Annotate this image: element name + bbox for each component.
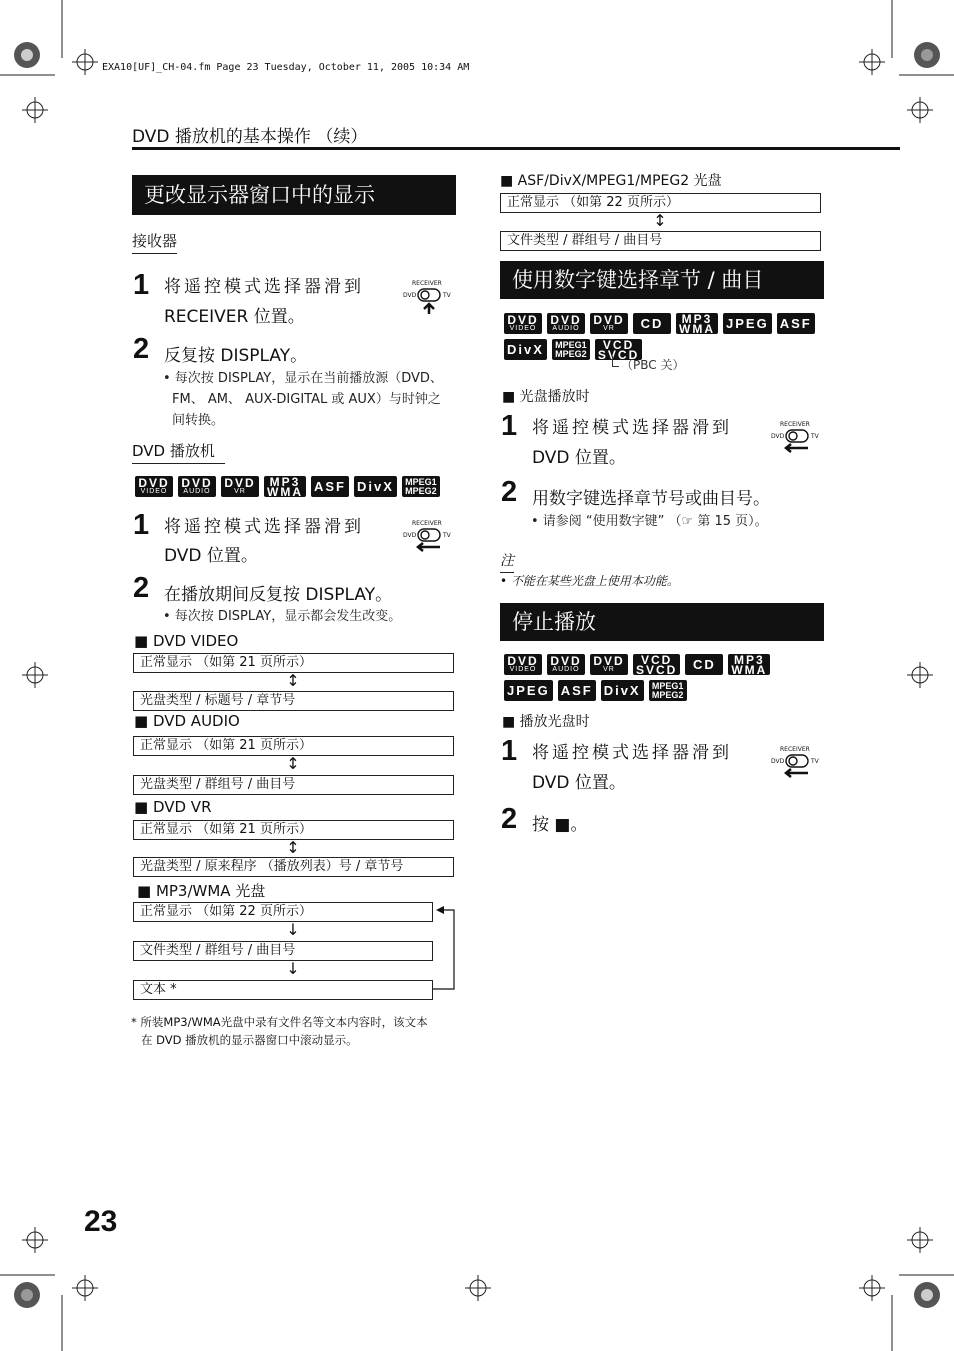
updown-arrow-icon: ↕ bbox=[286, 671, 300, 690]
disc-badge-dvd-vr bbox=[590, 654, 628, 675]
disc-badge-dvd-vr bbox=[221, 476, 259, 497]
disc-badge-dvd-audio bbox=[547, 313, 585, 334]
mode-switch-icon: RECEIVER DVD TV bbox=[768, 421, 828, 457]
disc-badge-label: MPEG1 bbox=[555, 339, 587, 350]
disc-badge-label: CD bbox=[640, 315, 664, 331]
disc-badge-label: VCD bbox=[602, 337, 635, 352]
disc-badge-sublabel: VIDEO bbox=[509, 665, 537, 673]
disc-badge-sublabel: VR bbox=[603, 665, 615, 673]
disc-badge-sublabel: MPEG2 bbox=[651, 689, 684, 700]
down-arrow-icon: ↓ bbox=[286, 959, 300, 978]
disc-badge-dvd-video bbox=[504, 313, 542, 334]
disc-badge-mpeg1-mpeg2 bbox=[402, 476, 440, 497]
chapter-step-1-line2: DVD 位置。 bbox=[532, 448, 626, 468]
disc-badge-label: MP3 bbox=[681, 311, 713, 326]
disc-badge-mpeg1-mpeg2 bbox=[552, 339, 590, 360]
disc-badge-label: DVD bbox=[507, 312, 539, 327]
disc-badge-sublabel: SVCD bbox=[597, 347, 640, 362]
stop-step-1-num: 1 bbox=[501, 735, 518, 767]
dvd-disc-badges bbox=[135, 476, 455, 497]
group-dvd-video-info: 光盘类型 / 标题号 / 章节号 bbox=[133, 691, 454, 711]
group-dvd-vr-title: ■ DVD VR bbox=[134, 798, 212, 816]
asf-info: 文件类型 / 群组号 / 曲目号 bbox=[500, 231, 821, 251]
disc-badge-sublabel: VR bbox=[234, 487, 246, 495]
disc-badge-dvd-vr bbox=[590, 313, 628, 334]
dvd-step-1-line2: DVD 位置。 bbox=[164, 546, 258, 566]
disc-badge-vcd-svcd bbox=[633, 654, 680, 675]
stop-playing-label: ■ 播放光盘时 bbox=[502, 714, 590, 730]
receiver-step-2-num: 2 bbox=[133, 333, 150, 365]
disc-badge-sublabel: WMA bbox=[267, 484, 303, 499]
receiver-label: 接收器 bbox=[132, 230, 177, 254]
chapter-step-2-text: 用数字键选择章节号或曲目号。 bbox=[532, 489, 770, 509]
disc-badge-sublabel: AUDIO bbox=[552, 324, 580, 332]
disc-badge-mp3-wma bbox=[728, 654, 770, 675]
disc-badge-sublabel: VIDEO bbox=[509, 324, 537, 332]
disc-badge-label: DVD bbox=[181, 475, 213, 490]
updown-arrow-icon: ↕ bbox=[286, 838, 300, 857]
disc-badge-sublabel: WMA bbox=[731, 662, 768, 677]
disc-badge-label: JPEG bbox=[507, 682, 550, 698]
disc-badge-label: JPEG bbox=[726, 315, 769, 331]
updown-arrow-icon: ↕ bbox=[286, 754, 300, 773]
group-dvd-video-title: ■ DVD VIDEO bbox=[134, 632, 239, 650]
disc-badge-label: ASF bbox=[779, 315, 812, 331]
disc-badge-label: VCD bbox=[641, 652, 673, 667]
dvd-step-2-text: 在播放期间反复按 DISPLAY。 bbox=[164, 585, 393, 605]
receiver-step-1-line1: 将遥控模式选择器滑到 bbox=[164, 277, 364, 297]
footnote: * 所装MP3/WMA光盘中录有文件名等文本内容时，该文本 在 DVD 播放机的显示器窗口中滚动显示。 bbox=[131, 1015, 428, 1047]
section-title-chapter: 使用数字键选择章节 / 曲目 bbox=[500, 261, 824, 299]
stop-step-1-line2: DVD 位置。 bbox=[532, 773, 626, 793]
disc-badge-asf bbox=[311, 476, 349, 497]
group-dvd-vr-normal: 正常显示 （如第 21 页所示） bbox=[133, 820, 454, 840]
disc-badge-label: DVD bbox=[593, 653, 625, 668]
disc-badge-label: DVD bbox=[507, 653, 539, 668]
disc-badge-label: DVD bbox=[224, 475, 256, 490]
disc-badge-cd bbox=[633, 313, 671, 334]
disc-badge-label: DVD bbox=[138, 475, 170, 490]
page-number: 23 bbox=[84, 1205, 118, 1238]
group-mp3-info: 文件类型 / 群组号 / 曲目号 bbox=[133, 941, 433, 961]
stop-step-2-num: 2 bbox=[501, 803, 518, 835]
disc-badge-dvd-audio bbox=[547, 654, 585, 675]
chapter-note: • 请参阅 “使用数字键” （☞ 第 15 页）。 bbox=[531, 514, 768, 529]
disc-badge-mp3-wma bbox=[264, 476, 306, 497]
disc-badge-sublabel: WMA bbox=[679, 321, 715, 336]
file-stamp: EXA10[UF]_CH-04.fm Page 23 Tuesday, October 11, 2005 10:34 AM bbox=[102, 62, 470, 73]
group-dvd-vr-info: 光盘类型 / 原来程序 （播放列表）号 / 章节号 bbox=[133, 857, 454, 877]
group-dvd-audio-title: ■ DVD AUDIO bbox=[134, 712, 240, 730]
group-mp3-text: 文本 * bbox=[133, 980, 433, 1000]
chapter-step-1-line1: 将遥控模式选择器滑到 bbox=[532, 418, 732, 438]
dvd-step-2-num: 2 bbox=[133, 572, 150, 604]
disc-badge-divx bbox=[504, 339, 547, 360]
running-title: DVD 播放机的基本操作 （续） bbox=[132, 127, 368, 147]
disc-badge-asf bbox=[558, 680, 596, 701]
chapter-step-2-num: 2 bbox=[501, 476, 518, 508]
group-mp3-normal: 正常显示 （如第 22 页所示） bbox=[133, 902, 433, 922]
group-dvd-audio-info: 光盘类型 / 群组号 / 曲目号 bbox=[133, 775, 454, 795]
disc-badge-sublabel: MPEG2 bbox=[405, 485, 437, 496]
disc-badge-dvd-video bbox=[135, 476, 173, 497]
receiver-step-1-num: 1 bbox=[133, 269, 150, 301]
disc-badge-label: DVD bbox=[550, 653, 582, 668]
dvd-player-label: DVD 播放机 bbox=[132, 440, 225, 464]
group-dvd-video-normal: 正常显示 （如第 21 页所示） bbox=[133, 653, 454, 673]
section-title-stop: 停止播放 bbox=[500, 603, 824, 641]
disc-badge-label: MP3 bbox=[734, 652, 765, 667]
disc-badge-mpeg1-mpeg2 bbox=[649, 680, 687, 701]
disc-badge-label: DivX bbox=[357, 478, 394, 494]
asf-group-title: ■ ASF/DivX/MPEG1/MPEG2 光盘 bbox=[500, 173, 722, 189]
disc-badge-sublabel: VIDEO bbox=[140, 487, 168, 495]
pbc-note: （PBC 关） bbox=[612, 356, 684, 373]
disc-badge-label: CD bbox=[692, 656, 716, 672]
updown-arrow-icon: ↕ bbox=[653, 211, 667, 230]
disc-badge-jpeg bbox=[723, 313, 772, 334]
disc-badge-label: ASF bbox=[560, 682, 593, 698]
receiver-step-2-text: 反复按 DISPLAY。 bbox=[164, 346, 308, 366]
asf-normal: 正常显示 （如第 22 页所示） bbox=[500, 193, 821, 213]
mode-switch-icon: RECEIVER DVD TV bbox=[768, 746, 828, 782]
mode-switch-icon: RECEIVER DVD TV bbox=[400, 520, 460, 556]
disc-badge-label: DivX bbox=[603, 682, 641, 698]
loop-arrow-icon bbox=[430, 902, 460, 994]
disc-badge-sublabel: MPEG2 bbox=[555, 348, 587, 359]
group-mp3-title: ■ MP3/WMA 光盘 bbox=[137, 882, 266, 900]
disc-badge-label: MPEG1 bbox=[651, 680, 684, 691]
header-rule bbox=[132, 147, 900, 150]
disc-badge-label: MPEG1 bbox=[405, 476, 437, 487]
disc-badge-label: MP3 bbox=[269, 474, 301, 489]
receiver-step-1-line2: RECEIVER 位置。 bbox=[164, 307, 305, 327]
disc-badge-label: DivX bbox=[507, 341, 544, 357]
disc-badge-dvd-video bbox=[504, 654, 542, 675]
group-dvd-audio-normal: 正常显示 （如第 21 页所示） bbox=[133, 736, 454, 756]
disc-badge-asf bbox=[777, 313, 815, 334]
note-text: • 不能在某些光盘上使用本功能。 bbox=[500, 574, 679, 588]
disc-badge-divx bbox=[354, 476, 397, 497]
chapter-disc-badges bbox=[504, 313, 824, 360]
mode-switch-icon: RECEIVER DVD TV bbox=[400, 280, 460, 316]
disc-badge-divx bbox=[601, 680, 644, 701]
dvd-note: • 每次按 DISPLAY，显示都会发生改变。 bbox=[163, 609, 402, 624]
disc-badge-sublabel: AUDIO bbox=[552, 665, 580, 673]
receiver-note: • 每次按 DISPLAY，显示在当前播放源（DVD、 FM、 AM、 AUX-DIGITAL 或 AUX）与时钟之 间转换。 bbox=[163, 371, 443, 428]
disc-badge-mp3-wma bbox=[676, 313, 718, 334]
disc-badge-jpeg bbox=[504, 680, 553, 701]
stop-step-2-text: 按 ■。 bbox=[532, 815, 588, 835]
disc-badge-dvd-audio bbox=[178, 476, 216, 497]
down-arrow-icon: ↓ bbox=[286, 920, 300, 939]
chapter-step-1-num: 1 bbox=[501, 410, 518, 442]
playing-label: ■ 光盘播放时 bbox=[502, 389, 590, 405]
stop-disc-badges bbox=[504, 654, 824, 701]
disc-badge-sublabel: VR bbox=[603, 324, 615, 332]
section-title-display: 更改显示器窗口中的显示 bbox=[132, 175, 456, 215]
disc-badge-label: DVD bbox=[593, 312, 625, 327]
disc-badge-sublabel: AUDIO bbox=[183, 487, 211, 495]
disc-badge-label: DVD bbox=[550, 312, 582, 327]
stop-step-1-line1: 将遥控模式选择器滑到 bbox=[532, 743, 732, 763]
disc-badge-sublabel: SVCD bbox=[636, 662, 678, 677]
note-title: 注 bbox=[500, 550, 514, 573]
dvd-step-1-line1: 将遥控模式选择器滑到 bbox=[164, 517, 364, 537]
dvd-step-1-num: 1 bbox=[133, 509, 150, 541]
disc-badge-cd bbox=[685, 654, 723, 675]
disc-badge-label: ASF bbox=[314, 478, 346, 494]
